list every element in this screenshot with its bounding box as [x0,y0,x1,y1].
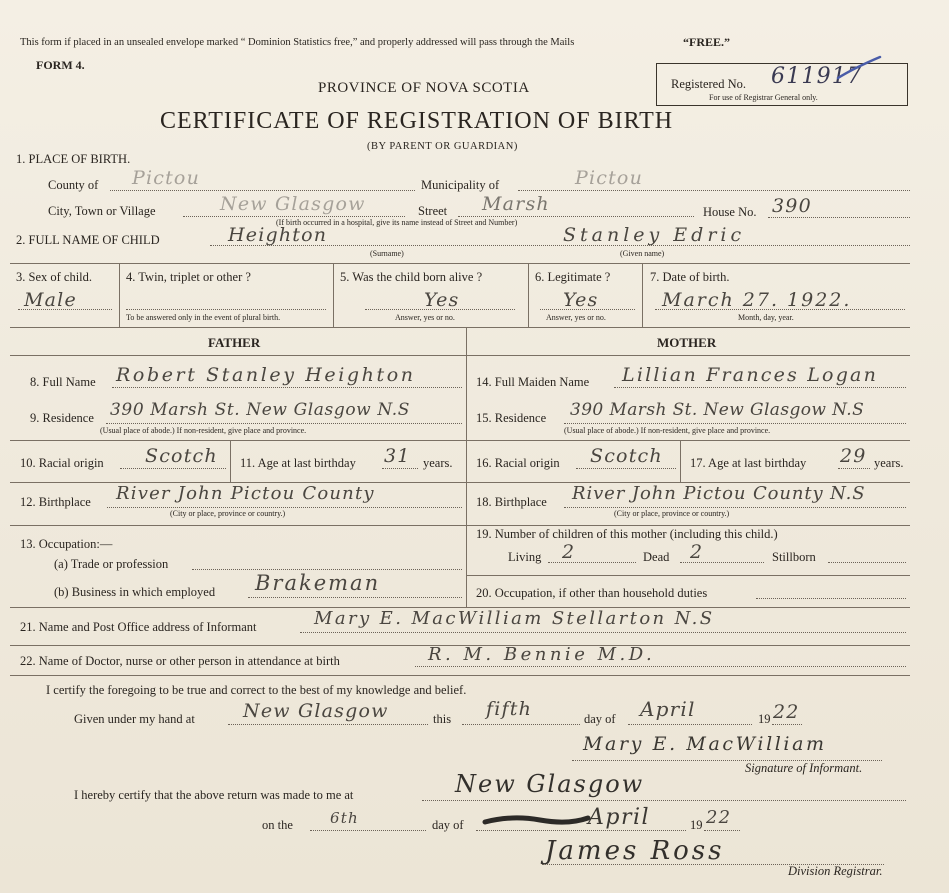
father-age: 31 [384,445,411,467]
street-label: Street [418,204,448,218]
street-value: Marsh [482,193,550,215]
child-given-name: Stanley Edric [563,224,746,246]
struck-out-word [482,808,592,830]
trade-label: (a) Trade or profession [54,557,169,571]
legit-caption: Answer, yes or no. [546,313,606,322]
child-name-label: 2. FULL NAME OF CHILD [16,233,160,247]
house-value: 390 [772,195,812,217]
legit-value: Yes [563,289,599,311]
month-value: April [640,697,696,721]
living-label: Living [508,550,542,564]
day-of-label-2: day of [432,818,464,832]
father-age-label: 11. Age at last birthday [240,456,356,470]
dead-value: 2 [690,541,704,563]
mother-occupation-label: 20. Occupation, if other than household duties [476,586,708,600]
children-label: 19. Number of children of this mother (including this child.) [476,527,778,541]
surname-caption: (Surname) [370,249,404,258]
sex-value: Male [24,289,77,311]
place-heading: 1. PLACE OF BIRTH. [16,152,131,166]
informant-signature: Mary E. MacWilliam [583,733,827,755]
county-value: Pictou [132,167,201,189]
form-number: FORM 4. [36,58,85,72]
certify-statement: I certify the foregoing to be true and correct to the best of my knowledge and belief. [46,683,467,697]
registered-number: 611917 [771,64,863,89]
on-year-prefix: 19 [690,818,703,832]
given-label: Given under my hand at [74,712,195,726]
mother-residence: 390 Marsh St. New Glasgow N.S [570,400,865,420]
mother-heading: MOTHER [657,335,717,350]
dob-label: 7. Date of birth. [650,270,730,284]
registrar-signature: James Ross [545,836,725,866]
year-value: 22 [773,701,800,723]
year-prefix: 19 [758,712,771,726]
return-label: I hereby certify that the above return was made to me at [74,788,354,802]
subtitle: (BY PARENT OR GUARDIAN) [367,141,518,152]
municipality-label: Municipality of [421,178,500,192]
dob-value: March 27. 1922. [662,289,852,311]
alive-caption: Answer, yes or no. [395,313,455,322]
on-year-value: 22 [706,807,732,828]
business-label: (b) Business in which employed [54,585,216,599]
informant-label: 21. Name and Post Office address of Informant [20,620,257,634]
mother-birthplace-label: 18. Birthplace [476,495,547,509]
doctor-label: 22. Name of Doctor, nurse or other person in attendance at birth [20,654,340,668]
province-heading: PROVINCE OF NOVA SCOTIA [318,80,530,96]
father-birthplace-caption: (City or place, province or country.) [170,509,286,518]
mother-name: Lillian Frances Logan [622,364,879,386]
on-the-label: on the [262,818,293,832]
alive-value: Yes [424,289,460,311]
father-business: Brakeman [255,571,381,595]
father-name: Robert Stanley Heighton [116,364,416,386]
city-label: City, Town or Village [48,204,156,218]
sex-label: 3. Sex of child. [16,270,93,284]
mother-age: 29 [840,445,867,467]
day-of-label: day of [584,712,616,726]
registered-label: Registered No. [671,77,746,91]
legit-label: 6. Legitimate ? [535,270,611,284]
house-label: House No. [703,205,757,219]
municipality-value: Pictou [575,167,644,189]
registrar-note: For use of Registrar General only. [709,93,818,102]
this-label: this [433,712,452,726]
mother-residence-caption: (Usual place of abode.) If non-resident, give place and province. [564,426,771,435]
father-residence-caption: (Usual place of abode.) If non-resident, give place and province. [100,426,307,435]
hospital-note: (If birth occurred in a hospital, give its name instead of Street and Number) [276,218,518,227]
living-value: 2 [562,541,576,563]
alive-label: 5. Was the child born alive ? [340,270,483,284]
mother-name-label: 14. Full Maiden Name [476,375,590,389]
child-surname: Heighton [228,224,328,246]
county-label: County of [48,178,99,192]
twin-note: To be answered only in the event of plural birth. [126,313,281,322]
father-race: Scotch [145,445,218,467]
mail-notice: This form if placed in an unsealed envelope marked “ Dominion Statistics free,” and properly addressed will pass through the Mails [20,37,575,48]
father-name-label: 8. Full Name [30,375,96,389]
father-birthplace-label: 12. Birthplace [20,495,91,509]
twin-label: 4. Twin, triplet or other ? [126,270,251,284]
occupation-label: 13. Occupation:— [20,537,113,551]
mail-free: “FREE.” [683,35,731,49]
mother-birthplace: River John Pictou County N.S [572,483,866,504]
mother-age-label: 17. Age at last birthday [690,456,807,470]
mother-race-label: 16. Racial origin [476,456,560,470]
informant-value: Mary E. MacWilliam Stellarton N.S [314,608,715,629]
on-month-value: April [588,805,651,830]
registrar-caption: Division Registrar. [788,864,883,878]
return-place: New Glasgow [455,770,645,798]
mother-race: Scotch [590,445,663,467]
page-title: CERTIFICATE OF REGISTRATION OF BIRTH [160,108,674,134]
mother-residence-label: 15. Residence [476,411,547,425]
blue-check-mark [834,54,884,84]
mother-birthplace-caption: (City or place, province or country.) [614,509,730,518]
dead-label: Dead [643,550,670,564]
given-place: New Glasgow [243,700,389,722]
father-heading: FATHER [208,335,261,350]
dob-caption: Month, day, year. [738,313,794,322]
father-race-label: 10. Racial origin [20,456,104,470]
father-birthplace: River John Pictou County [116,483,375,504]
father-years: years. [423,456,453,470]
signature-caption: Signature of Informant. [745,761,863,775]
mother-years: years. [874,456,904,470]
stillborn-label: Stillborn [772,550,816,564]
day-value: fifth [486,698,533,720]
city-value: New Glasgow [220,193,366,215]
doctor-value: R. M. Bennie M.D. [428,644,656,665]
on-day-value: 6th [330,809,359,827]
father-residence: 390 Marsh St. New Glasgow N.S [110,400,410,420]
father-residence-label: 9. Residence [30,411,94,425]
given-caption: (Given name) [620,249,665,258]
